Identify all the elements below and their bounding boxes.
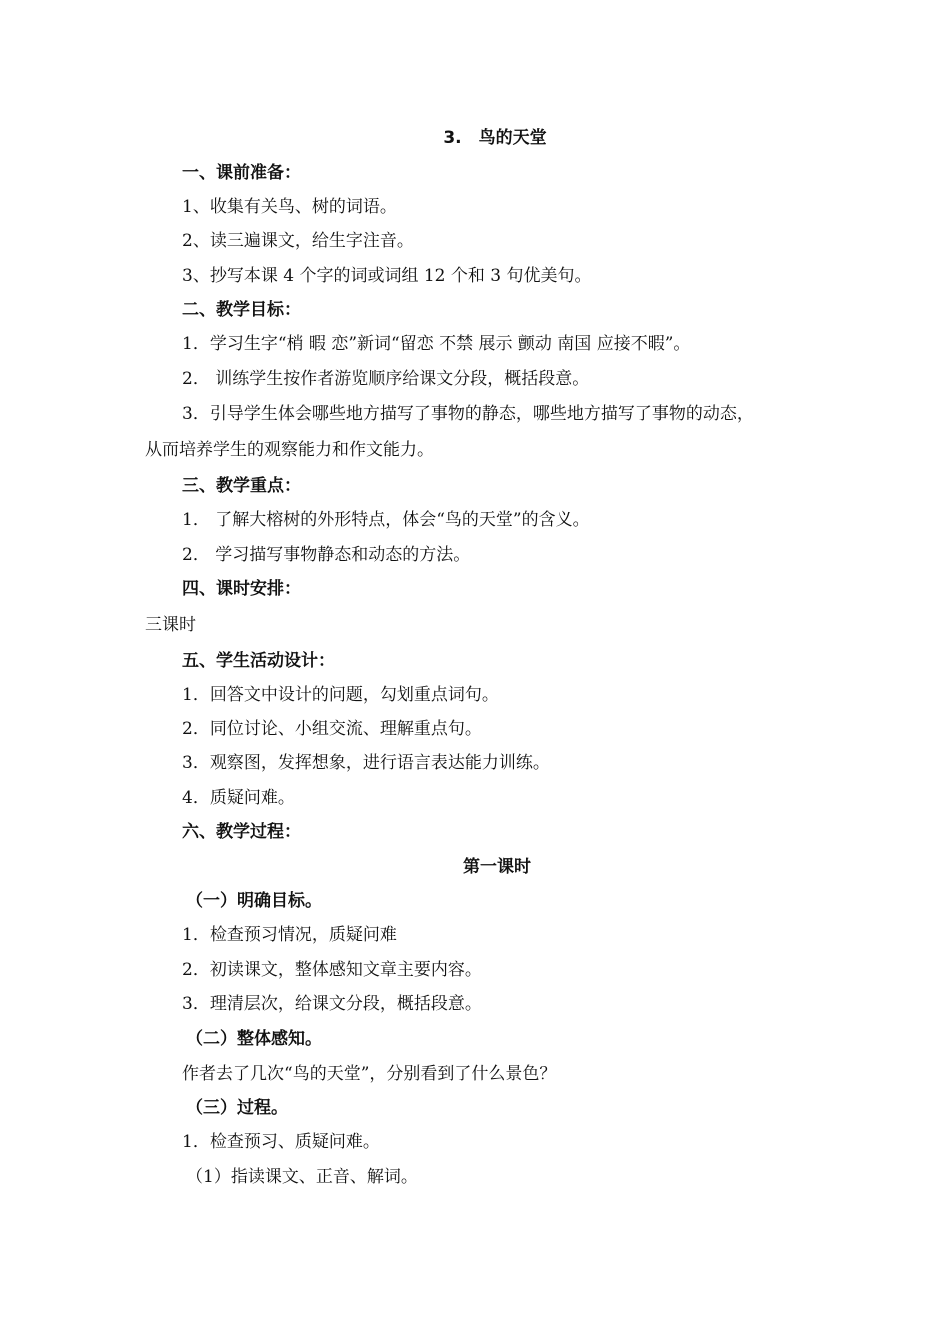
part1-item-2: 2．初读课文，整体感知文章主要内容。 (182, 960, 482, 980)
section-heading-schedule: 四、课时安排： (182, 579, 301, 599)
focus-item-1: 1． 了解大榕树的外形特点，体会“鸟的天堂”的含义。 (182, 510, 590, 530)
focus-item-2: 2． 学习描写事物静态和动态的方法。 (182, 545, 471, 565)
activity-item-2: 2．同位讨论、小组交流、理解重点句。 (182, 719, 482, 739)
section-heading-focus: 三、教学重点： (182, 476, 301, 496)
section-heading-activities: 五、学生活动设计： (182, 651, 335, 671)
goal-item-3: 3．引导学生体会哪些地方描写了事物的静态，哪些地方描写了事物的动态， (182, 404, 754, 424)
part3-sub-1: （1）指读课文、正音、解词。 (186, 1167, 418, 1187)
section-heading-prep: 一、课前准备： (182, 163, 301, 183)
activity-item-4: 4．质疑问难。 (182, 788, 295, 808)
part2-text: 作者去了几次“鸟的天堂”，分别看到了什么景色？ (182, 1064, 557, 1084)
part1-heading: （一）明确目标。 (186, 891, 322, 911)
prep-item-1: 1、收集有关鸟、树的词语。 (182, 197, 397, 217)
part3-step-1: 1．检查预习、质疑问难。 (182, 1132, 380, 1152)
page-title: 3. 鸟的天堂 (443, 128, 547, 148)
section-heading-process: 六、教学过程： (182, 822, 301, 842)
section-heading-goals: 二、教学目标： (182, 300, 301, 320)
prep-item-2: 2、读三遍课文，给生字注音。 (182, 231, 414, 251)
goal-item-3-continuation: 从而培养学生的观察能力和作文能力。 (145, 440, 434, 460)
part2-heading: （二）整体感知。 (186, 1029, 322, 1049)
goal-item-2: 2． 训练学生按作者游览顺序给课文分段，概括段意。 (182, 369, 590, 389)
activity-item-1: 1．回答文中设计的问题，勾划重点词句。 (182, 685, 499, 705)
lesson-title: 第一课时 (463, 857, 531, 877)
part1-item-1: 1．检查预习情况，质疑问难 (182, 925, 397, 945)
part1-item-3: 3．理清层次，给课文分段，概括段意。 (182, 994, 482, 1014)
activity-item-3: 3．观察图，发挥想象，进行语言表达能力训练。 (182, 753, 550, 773)
goal-item-1: 1．学习生字“梢 暇 恋”新词“留恋 不禁 展示 颤动 南国 应接不暇”。 (182, 334, 691, 354)
part3-heading: （三）过程。 (186, 1098, 288, 1118)
prep-item-3: 3、抄写本课 4 个字的词或词组 12 个和 3 句优美句。 (182, 266, 592, 286)
schedule-text: 三课时 (145, 615, 196, 635)
